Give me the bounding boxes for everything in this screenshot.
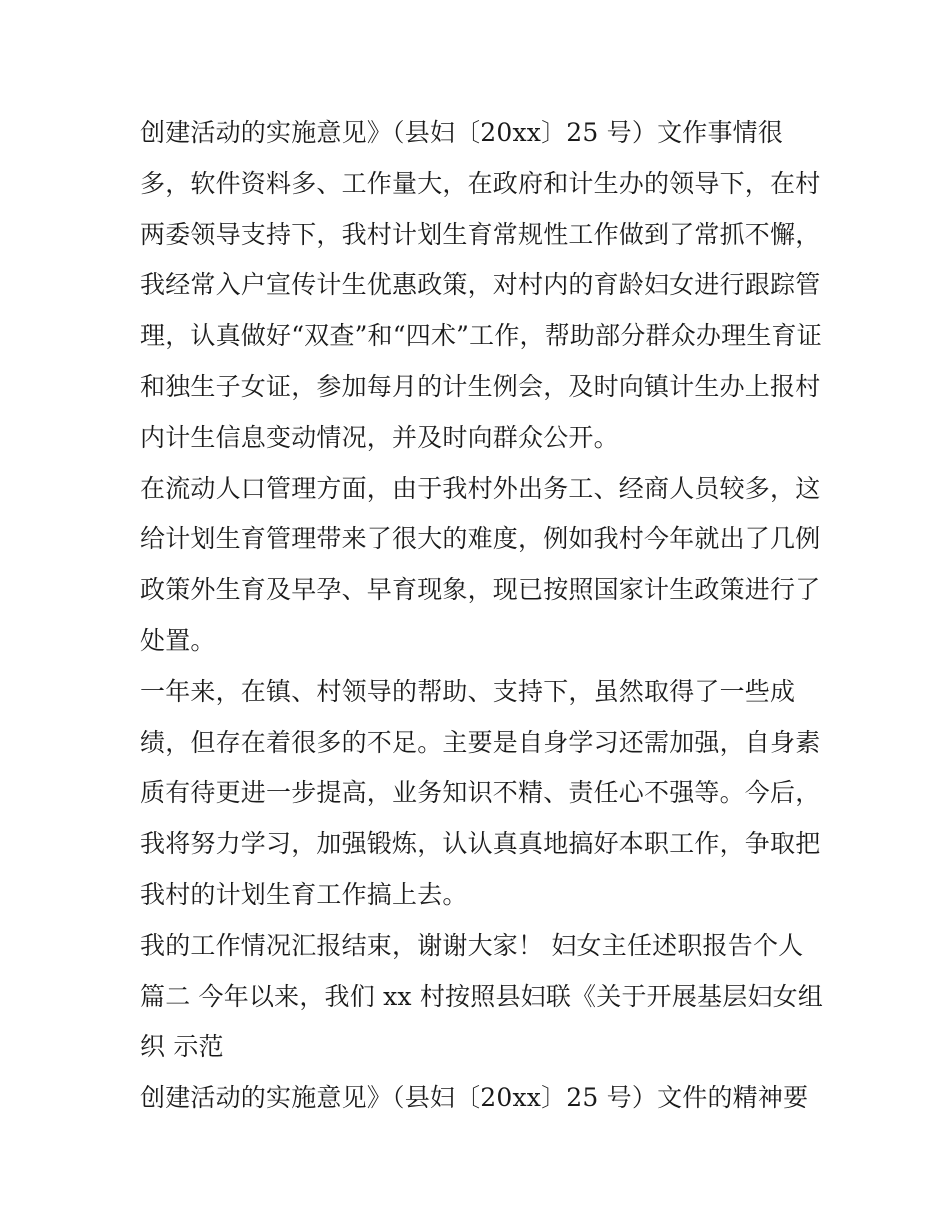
text-line: 创建活动的实施意见》（县妇〔20xx〕25 号）文作事情很 bbox=[140, 118, 784, 147]
text-line: 给计划生育管理带来了很大的难度，例如我村今年就出了几例 bbox=[140, 524, 821, 554]
text-line: 内计生信息变动情况，并及时向群众公开。 bbox=[140, 422, 619, 452]
text-line: 多，软件资料多、工作量大，在政府和计生办的领导下，在村 bbox=[140, 168, 821, 198]
text-line: 质有待更进一步提高，业务知识不精、责任心不强等。今后， bbox=[140, 778, 821, 808]
text-line: 我将努力学习，加强锻炼，认认真真地搞好本职工作，争取把 bbox=[140, 829, 821, 859]
text-line: 处置。 bbox=[140, 625, 216, 655]
text-line: 两委领导支持下，我村计划生育常规性工作做到了常抓不懈， bbox=[140, 219, 821, 249]
text-line: 在流动人口管理方面，由于我村外出务工、经商人员较多，这 bbox=[140, 473, 821, 503]
text-line: 绩，但存在着很多的不足。主要是自身学习还需加强，自身素 bbox=[140, 727, 821, 757]
text-line: 理，认真做好“双查”和“四术”工作，帮助部分群众办理生育证 bbox=[140, 321, 822, 351]
text-line: 织 示范 bbox=[140, 1032, 224, 1062]
text-line: 和独生子女证，参加每月的计生例会，及时向镇计生办上报村 bbox=[140, 371, 821, 401]
text-line: 我经常入户宣传计生优惠政策，对村内的育龄妇女进行跟踪管 bbox=[140, 270, 821, 300]
text-line: 创建活动的实施意见》（县妇〔20xx〕25 号）文件的精神要 bbox=[140, 1083, 809, 1113]
body-text bbox=[140, 108, 824, 1124]
text-line: 政策外生育及早孕、早育现象，现已按照国家计生政策进行了 bbox=[140, 575, 821, 605]
text-line: 我的工作情况汇报结束，谢谢大家！ 妇女主任述职报告个人 bbox=[140, 930, 804, 960]
text-line: 一年来，在镇、村领导的帮助、支持下，虽然取得了一些成 bbox=[140, 676, 796, 706]
text-line: 篇二 今年以来，我们 xx 村按照县妇联《关于开展基层妇女组 bbox=[140, 981, 824, 1011]
text-line: 我村的计划生育工作搞上去。 bbox=[140, 879, 468, 909]
